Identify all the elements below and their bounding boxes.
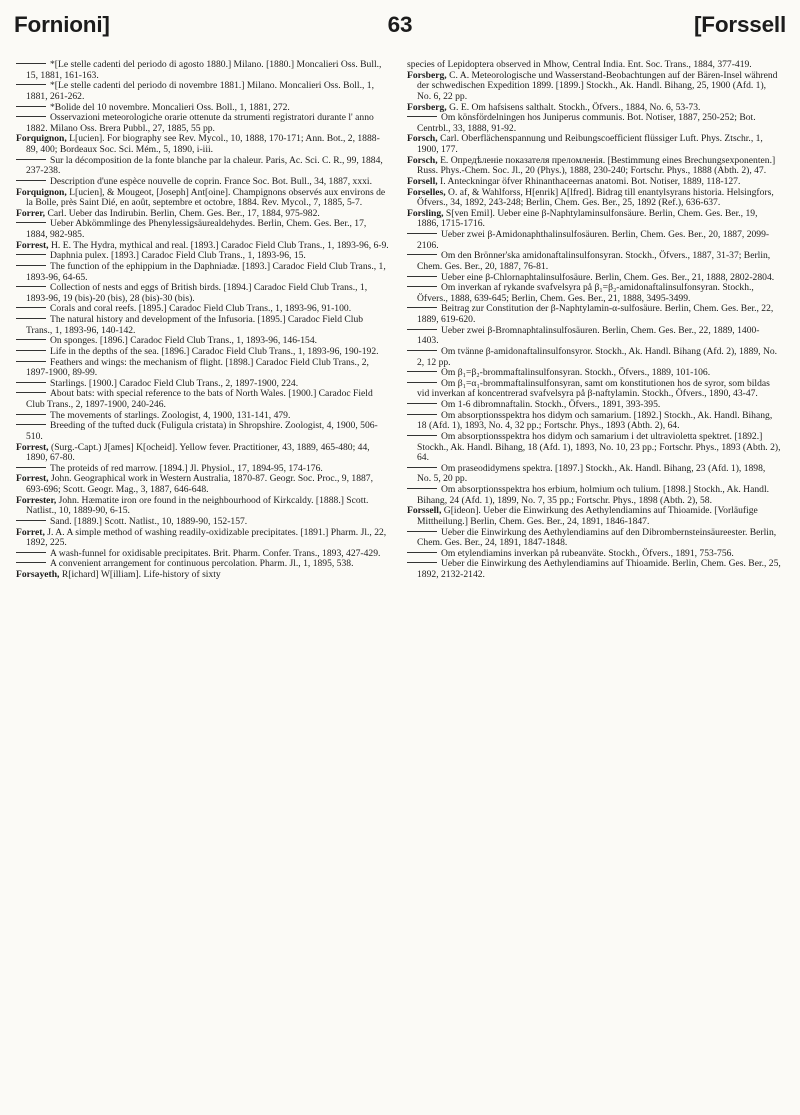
entry-text: Life in the depths of the sea. [1896.] Caradoc Field Club Trans., 1, 1893-96, 190-192. xyxy=(50,345,379,357)
entry-text: H. E. The Hydra, mythical and real. [1893.] Caradoc Field Club Trans., 1, 1893-96, 6-9. xyxy=(51,239,389,251)
author-surname: Forrer, xyxy=(16,207,46,219)
entry-text: Breeding of the tufted duck (Fuligula cristata) in Shropshire. Zoologist, 4, 1900, 506-510. xyxy=(26,420,378,442)
entry-text: Om tvänne β-amidonaftalinsulfonsyror. Stockh., Ak. Handl. Bihang (Afd. 2), 1889, No. 2, 12 pp. xyxy=(417,345,778,368)
repeat-author-dash xyxy=(16,350,46,351)
header-left-entry: Fornioni] xyxy=(14,12,110,37)
author-surname: Forrest, xyxy=(16,473,49,485)
entry-text: G[ideon]. Ueber die Einwirkung des Aethylendiamins auf Thioamide. [Vorläufige Mittheilung.] Berlin, Chem. Ges. Ber., 24, 1891, 1846-1847. xyxy=(417,505,758,527)
repeat-author-dash xyxy=(407,435,437,436)
entry-text: Sur la décomposition de la fonte blanche par la chaleur. Paris, Ac. Sci. C. R., 99, 1884, 237-238. xyxy=(26,154,383,177)
entry-text: S[ven Emil]. Ueber eine β-Naphtylaminsulfonsäure. Berlin, Chem. Ges. Ber., 19, 1886, 1715-1716. xyxy=(417,207,758,230)
entry-text: Om absorptionsspektra hos didym och samarium. [1892.] Stockh., Ak. Handl. Bihang, 18 (Afd. 1), 1893, No. 4, 32 pp.; Fortschr. Phys., 1893 (Abth. 2), 64. xyxy=(417,409,773,432)
entry-text: The function of the ephippium in the Daphniadæ. [1893.] Caradoc Field Club Trans., 1, 1893-96, 64-65. xyxy=(26,260,386,283)
entry-text: (Surg.-Capt.) J[ames] K[ocheid]. Yellow fever. Practitioner, 43, 1889, 465-480; 44, 1890, 67-80. xyxy=(26,441,370,464)
repeat-author-dash xyxy=(16,63,46,64)
repeat-author-dash xyxy=(407,488,437,489)
repeat-author-dash xyxy=(407,403,437,404)
bibliography-entry xyxy=(16,315,390,336)
bibliography-entry xyxy=(16,113,390,134)
entry-text: Starlings. [1900.] Caradoc Field Club Trans., 2, 1897-1900, 224. xyxy=(50,377,299,389)
repeat-author-dash xyxy=(16,116,46,117)
entry-text: C. A. Meteorologische und Wasserstand-Beobachtungen auf der Bären-Insel während der schwedischen Expedition 1899. [1899.] Stockh., Ak. Handl. Bihang, 25, 1900 (Afd. 1), No. 6, 22 pp. xyxy=(417,69,778,102)
entry-text: Om etylendiamins inverkan på rubeanväte. Stockh., Öfvers., 1891, 753-756. xyxy=(441,547,734,559)
entry-text: The proteids of red marrow. [1894.] Jl. Physiol., 17, 1894-95, 174-176. xyxy=(50,462,323,474)
repeat-author-dash xyxy=(16,552,46,553)
bibliography-entry xyxy=(407,209,781,230)
bibliography-entry xyxy=(407,432,781,464)
author-surname: Forrest, xyxy=(16,239,49,251)
bibliography-entry xyxy=(407,326,781,347)
author-surname: Forsberg, xyxy=(407,101,447,113)
bibliography-entry xyxy=(16,81,390,102)
entry-text: Om den Brönner'ska amidonaftalinsulfonsyran. Stockh., Öfvers., 1887, 31-37; Berlin, Chem. Ges. Ber., 20, 1887, 76-81. xyxy=(417,250,771,272)
entry-text: Ueber zwei β-Amidonaphthalinsulfosäuren. Berlin, Chem. Ges. Ber., 20, 1887, 2099-2106. xyxy=(417,229,770,251)
entry-text: John. Geographical work in Western Australia, 1870-87. Geogr. Soc. Proc., 9, 1887, 693-696; Scott. Geogr. Mag., 3, 1887, 646-648. xyxy=(26,473,373,495)
repeat-author-dash xyxy=(407,254,437,255)
bibliography-entry xyxy=(407,113,781,134)
bibliography-entry xyxy=(407,506,781,527)
entry-text: Carl. Oberflächenspannung und Reibungscoefficient flüssiger Luft. Phys. Ztschr., 1, 1900, 177. xyxy=(417,133,763,155)
repeat-author-dash xyxy=(16,467,46,468)
page-header xyxy=(14,10,786,44)
entry-text: L[ucien]. For biography see Rev. Mycol., 10, 1888, 170-171; Ann. Bot., 2, 1888-89, 400; Bordeaux Soc. Sci. Mém., 5, 1890, i-iii. xyxy=(26,133,380,155)
entry-text: Om β₁=β₂-brommaftalinsulfonsyran. Stockh., Öfvers., 1889, 101-106. xyxy=(441,367,711,379)
entry-text: On sponges. [1896.] Caradoc Field Club Trans., 1, 1893-96, 146-154. xyxy=(50,335,318,347)
entry-text: *Bolide del 10 novembre. Moncalieri Oss. Boll., 1, 1881, 272. xyxy=(50,101,290,113)
author-surname: Forquignon, xyxy=(16,186,67,198)
bibliography-entry xyxy=(407,528,781,549)
entry-text: O. af, & Wahlforss, H[enrik] A[lfred]. Bidrag till enantylsyrans historia. Helsingfors, Öfvers., 34, 1892, 243-248; Berlin, Chem. Ges. Ber., 25, 1892 (Ref.), 636-637. xyxy=(417,186,774,209)
entry-text: Ueber die Einwirkung des Aethylendiamins auf den Dibrombernsteinsäureester. Berlin, Chem. Ges. Ber., 24, 1891, 1847-1848. xyxy=(417,526,777,549)
repeat-author-dash xyxy=(407,233,437,234)
entry-text: The movements of starlings. Zoologist, 4, 1900, 131-141, 479. xyxy=(50,409,291,421)
repeat-author-dash xyxy=(16,520,46,521)
repeat-author-dash xyxy=(16,424,46,425)
entry-text: Osservazioni meteorologiche orarie ottenute da strumenti registratori durante l' anno 1882. Milano Oss. Brera Pubbl., 27, 1885, 55 pp. xyxy=(26,112,374,134)
bibliography-entry xyxy=(407,485,781,506)
entry-text: Beitrag zur Constitution der β-Naphtylamin-α-sulfosäure. Berlin, Chem. Ges. Ber., 22, 1889, 619-620. xyxy=(417,303,774,325)
repeat-author-dash xyxy=(407,286,437,287)
repeat-author-dash xyxy=(16,180,46,181)
entry-text: species of Lepidoptera observed in Mhow, Central India. Ent. Soc. Trans., 1884, 377-419. xyxy=(407,59,752,70)
bibliography-entry xyxy=(407,188,781,209)
entry-text: *[Le stelle cadenti del periodo di novembre 1881.] Milano. Moncalieri Oss. Boll., 1, 1881, 261-262. xyxy=(26,80,374,102)
entry-text: *[Le stelle cadenti del periodo di agosto 1880.] Milano. [1880.] Moncalieri Oss. Bull., 15, 1881, 161-163. xyxy=(26,59,382,81)
bibliography-entry xyxy=(16,283,390,304)
repeat-author-dash xyxy=(407,329,437,330)
entry-text: E. Опредѣленіе показателя преломленія. [Bestimmung eines Brechungsexponenten.] Russ. Phys.-Chem. Soc. Jl., 20 (Phys.), 1888, 230-240; Fortschr. Phys., 1888 (Abth. 2), 47. xyxy=(417,154,776,177)
entry-text: Ueber die Einwirkung des Aethylendiamins auf Thioamide. Berlin, Chem. Ges. Ber., 25, 1892, 2132-2142. xyxy=(417,558,781,580)
repeat-author-dash xyxy=(16,339,46,340)
bibliography-entry xyxy=(407,464,781,485)
bibliography-entry xyxy=(407,379,781,400)
bibliography-entry xyxy=(407,134,781,155)
bibliography-entry xyxy=(16,570,390,581)
page-number: 63 xyxy=(387,12,413,37)
repeat-author-dash xyxy=(16,254,46,255)
entry-text: A convenient arrangement for continuous percolation. Pharm. Jl., 1, 1895, 538. xyxy=(50,558,354,570)
repeat-author-dash xyxy=(407,307,437,308)
repeat-author-dash xyxy=(407,467,437,468)
entry-text: I. Anteckningar öfver Rhinanthaceernas anatomi. Bot. Notiser, 1889, 118-127. xyxy=(440,175,741,187)
repeat-author-dash xyxy=(407,382,437,383)
repeat-author-dash xyxy=(16,361,46,362)
entry-text: Om inverkan af rykande svafvelsyra på β₁=β₂-amidonaftalinsulfonsyran. Stockh., Öfvers., 1888, 639-645; Berlin, Chem. Ges. Ber., 21, 1888, 3495-3499. xyxy=(417,282,754,304)
repeat-author-dash xyxy=(407,562,437,563)
entry-text: Om praseodidymens spektra. [1897.] Stockh., Ak. Handl. Bihang, 23 (Afd. 1), 1898, No. 5, 20 pp. xyxy=(417,462,766,485)
repeat-author-dash xyxy=(407,276,437,277)
entry-text: G. E. Om hafsisens salthalt. Stockh., Öfvers., 1884, No. 6, 53-73. xyxy=(449,101,701,113)
bibliography-entry xyxy=(16,443,390,464)
author-surname: Forsch, xyxy=(407,154,438,166)
bibliography-entry xyxy=(407,347,781,368)
entry-text: Description d'une espèce nouvelle de coprin. France Soc. Bot. Bull., 34, 1887, xxxi. xyxy=(50,175,372,187)
repeat-author-dash xyxy=(407,531,437,532)
bibliography-entry xyxy=(407,304,781,325)
repeat-author-dash xyxy=(407,371,437,372)
author-surname: Forssell, xyxy=(407,505,442,517)
entry-text: Collection of nests and eggs of British birds. [1894.] Caradoc Field Club Trans., 1, 1893-96, 19 (bis)-20 (bis), 28 (bis)-30 (bis). xyxy=(26,282,368,304)
repeat-author-dash xyxy=(16,382,46,383)
repeat-author-dash xyxy=(16,414,46,415)
entry-text: A wash-funnel for oxidisable precipitates. Brit. Pharm. Confer. Trans., 1893, 427-429. xyxy=(50,547,381,559)
bibliography-entry xyxy=(407,411,781,432)
left-column xyxy=(16,60,390,581)
bibliography-entry xyxy=(16,156,390,177)
entry-text: John. Hæmatite iron ore found in the neighbourhood of Kirkcaldy. [1888.] Scott. Natlist., 10, 1889-90, 6-15. xyxy=(26,494,369,517)
repeat-author-dash xyxy=(407,414,437,415)
bibliography-entry xyxy=(407,251,781,272)
entry-text: Om absorptionsspektra hos erbium, holmium och tulium. [1898.] Stockh., Ak. Handl. Bihang, 24 (Afd. 1), 1899, No. 7, 35 pp.; Fortschr. Phys., 1898 (Abth. 2), 58. xyxy=(417,484,770,506)
repeat-author-dash xyxy=(407,350,437,351)
entry-text: Carl. Ueber das Indirubin. Berlin, Chem. Ges. Ber., 17, 1884, 975-982. xyxy=(47,207,320,219)
bibliography-entry xyxy=(16,219,390,240)
entry-text: Feathers and wings: the mechanism of flight. [1898.] Caradoc Field Club Trans., 2, 1897-1900, 89-99. xyxy=(26,356,369,379)
repeat-author-dash xyxy=(16,106,46,107)
right-column xyxy=(407,60,781,581)
entry-text: J. A. A simple method of washing readily-oxidizable precipitates. [1891.] Pharm. Jl., 22, 1892, 225. xyxy=(26,526,387,549)
bibliography-entry xyxy=(16,358,390,379)
bibliography-entry xyxy=(16,421,390,442)
entry-text: The natural history and development of the Infusoria. [1895.] Caradoc Field Club Trans., 1, 1893-96, 140-142. xyxy=(26,314,364,336)
repeat-author-dash xyxy=(16,222,46,223)
bibliography-entry xyxy=(16,188,390,209)
entry-text: Ueber zwei β-Bromnaphtalinsulfosäuren. Berlin, Chem. Ges. Ber., 22, 1889, 1400-1403. xyxy=(417,324,760,347)
bibliography-entry xyxy=(407,559,781,580)
author-surname: Forrester, xyxy=(16,494,57,506)
author-surname: Forsell, xyxy=(407,175,438,187)
author-surname: Forquignon, xyxy=(16,133,67,145)
repeat-author-dash xyxy=(407,116,437,117)
entry-text: Om 1-6 dibromnaftalin. Stockh., Öfvers., 1891, 393-395. xyxy=(441,399,661,410)
header-right-entry: [Forssell xyxy=(694,12,786,37)
repeat-author-dash xyxy=(407,552,437,553)
bibliography-entry xyxy=(16,134,390,155)
author-surname: Forret, xyxy=(16,526,45,538)
repeat-author-dash xyxy=(16,392,46,393)
entry-text: L[ucien], & Mougeot, [Joseph] Ant[oine]. Champignons observés aux environs de la Bolle, près Saint Dié, en août, septembre et octobre, 1884. Rev. Mycol., 7, 1885, 5-7. xyxy=(26,186,386,209)
repeat-author-dash xyxy=(16,159,46,160)
repeat-author-dash xyxy=(16,307,46,308)
entry-text: Corals and coral reefs. [1895.] Caradoc Field Club Trans., 1, 1893-96, 91-100. xyxy=(50,303,352,315)
bibliography-entry xyxy=(16,262,390,283)
author-surname: Forsayeth, xyxy=(16,569,60,580)
bibliography-entry xyxy=(16,496,390,517)
author-surname: Forrest, xyxy=(16,441,49,453)
entry-text: Ueber eine β-Chlornaphtalinsulfosäure. Berlin, Chem. Ges. Ber., 21, 1888, 2802-2804. xyxy=(441,271,775,283)
bibliography-entry xyxy=(407,230,781,251)
bibliography-entry xyxy=(16,528,390,549)
repeat-author-dash xyxy=(16,286,46,287)
entry-text: Om könsfördelningen hos Juniperus communis. Bot. Notiser, 1887, 250-252; Bot. Centrbl., 33, 1888, 91-92. xyxy=(417,112,756,134)
author-surname: Forsling, xyxy=(407,207,444,219)
entry-text: Ueber Abkömmlinge des Phenylessigsäurealdehydes. Berlin, Chem. Ges. Ber., 17, 1884, 982-985. xyxy=(26,218,367,240)
entry-text: Om β₁=α₁-brommaftalinsulfonsyran, samt om konstitutionen hos de syror, som bildas vid inverkan af koncentrerad svafvelsyra på β-naftylamin. Stockh., Öfvers., 1890, 43-47. xyxy=(417,377,770,400)
author-surname: Forsberg, xyxy=(407,69,447,81)
author-surname: Forsch, xyxy=(407,133,438,145)
repeat-author-dash xyxy=(16,265,46,266)
bibliography-entry xyxy=(407,283,781,304)
entry-text: About bats: with special reference to the bats of North Wales. [1900.] Caradoc Field Club Trans., 2, 1897-1900, 240-246. xyxy=(26,388,373,410)
entry-text: Sand. [1889.] Scott. Natlist., 10, 1889-90, 152-157. xyxy=(50,515,248,527)
entry-text: R[ichard] W[illiam]. Life-history of sixty xyxy=(61,569,221,580)
bibliography-entry xyxy=(407,156,781,177)
repeat-author-dash xyxy=(16,318,46,319)
author-surname: Forselles, xyxy=(407,186,446,198)
entry-text: Om absorptionsspektra hos didym och samarium i det ultravioletta spektret. [1892.] Stockh., Ak. Handl. Bihang, 18 (Afd. 1), 1893, No. 10, 23 pp.; Fortschr. Phys., 1893 (Abth. 2), 64. xyxy=(417,430,781,464)
bibliography-entry xyxy=(407,71,781,103)
bibliography-entry xyxy=(16,60,390,81)
bibliography-entry xyxy=(16,474,390,495)
entry-text: Daphnia pulex. [1893.] Caradoc Field Club Trans., 1, 1893-96, 15. xyxy=(50,250,306,262)
bibliography-entry xyxy=(16,389,390,410)
repeat-author-dash xyxy=(16,84,46,85)
repeat-author-dash xyxy=(16,562,46,563)
